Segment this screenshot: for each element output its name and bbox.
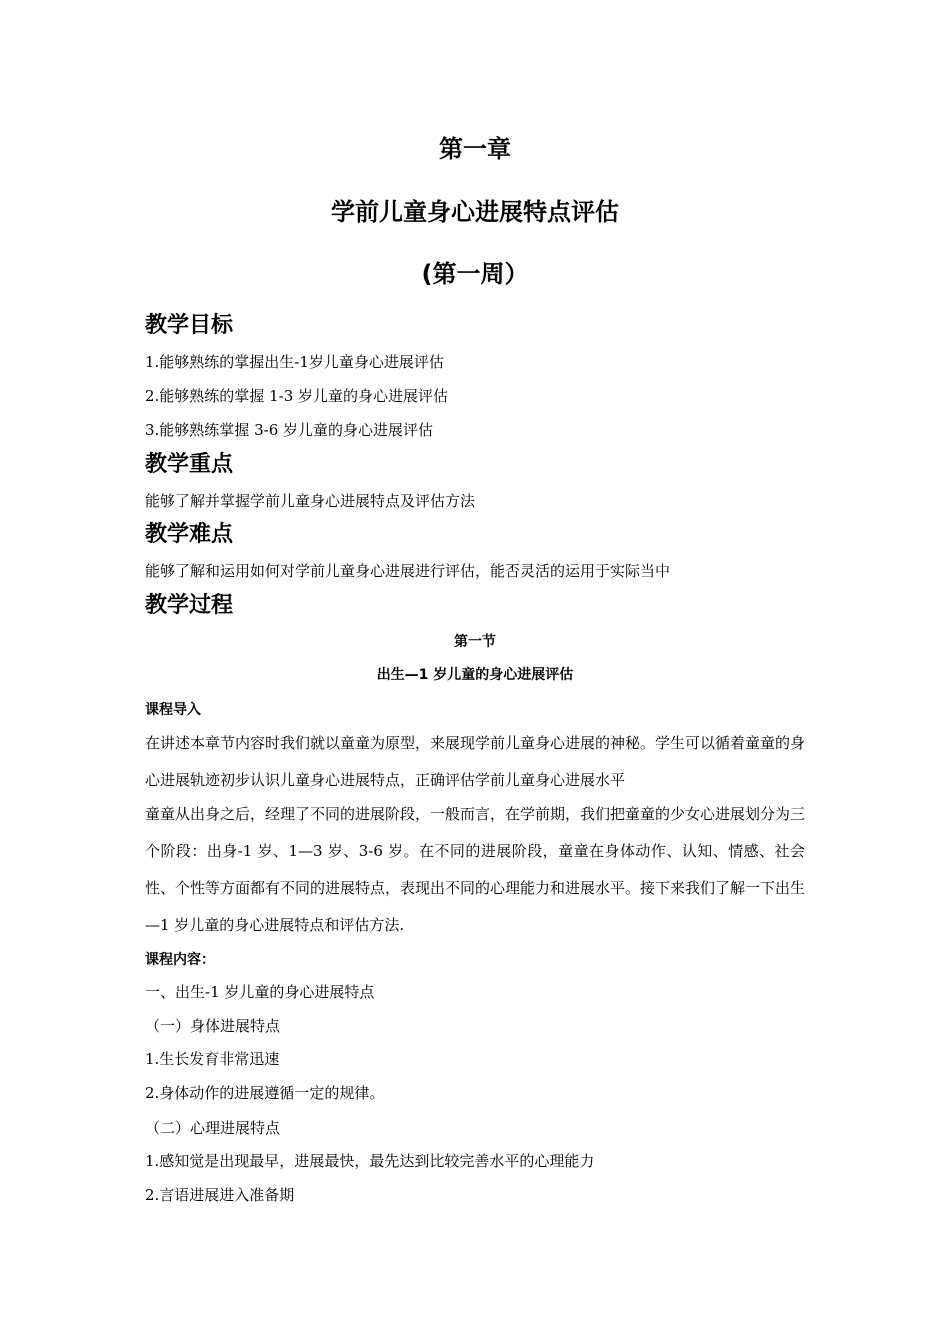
content-item-1: 一、出生-1 岁儿童的身心进展特点	[145, 983, 375, 1001]
chapter-number: 第一章	[439, 135, 511, 163]
intro-heading: 课程导入	[145, 702, 201, 718]
content-item-2: （一）身体进展特点	[145, 1017, 281, 1035]
key-points-heading: 教学重点	[145, 452, 234, 477]
objective-item-1: 1.能够熟练的掌握出生-1岁儿童身心进展评估	[145, 353, 444, 371]
chapter-week: (第一周）	[421, 260, 529, 288]
content-item-5: （二）心理进展特点	[145, 1119, 281, 1137]
intro-paragraph-1: 在讲述本章节内容时我们就以童童为原型，来展现学前儿童身心进展的神秘。学生可以循着童童的身心进展轨迹初步认识儿童身心进展特点，正确评估学前儿童身心进展水平	[145, 734, 806, 789]
content-item-6: 1.感知觉是出现最早，进展最快，最先达到比较完善水平的心理能力	[145, 1152, 595, 1170]
difficulties-text: 能够了解和运用如何对学前儿童身心进展进行评估，能否灵活的运用于实际当中	[145, 562, 671, 580]
process-heading: 教学过程	[145, 593, 234, 618]
section-title: 第一节	[454, 634, 496, 650]
chapter-title: 学前儿童身心进展特点评估	[331, 198, 619, 226]
key-points-text: 能够了解并掌握学前儿童身心进展特点及评估方法	[145, 492, 476, 510]
intro-paragraph-2: 童童从出身之后，经理了不同的进展阶段，一般而言，在学前期，我们把童童的少女心进展划分为三个阶段：出身-1 岁、1—3 岁、3-6 岁。在不同的进展阶段，童童在身体动作、认知、情感、社会性、个性等方面都有不同的进展特点，表现出不同的心理能力和进展水平。接下来我们了解一下出生—1 岁儿童的身心进展特点和评估方法.	[145, 805, 806, 934]
content-item-4: 2.身体动作的进展遵循一定的规律。	[145, 1084, 385, 1102]
objective-item-2: 2.能够熟练的掌握 1-3 岁儿童的身心进展评估	[145, 387, 449, 405]
objective-item-3: 3.能够熟练掌握 3-6 岁儿童的身心进展评估	[145, 421, 434, 439]
objectives-heading: 教学目标	[145, 313, 234, 338]
section-subtitle: 出生—1 岁儿童的身心进展评估	[376, 667, 574, 683]
content-heading: 课程内容：	[145, 952, 215, 968]
difficulties-heading: 教学难点	[145, 522, 234, 547]
content-item-7: 2.言语进展进入准备期	[145, 1186, 295, 1204]
content-item-3: 1.生长发育非常迅速	[145, 1050, 280, 1068]
